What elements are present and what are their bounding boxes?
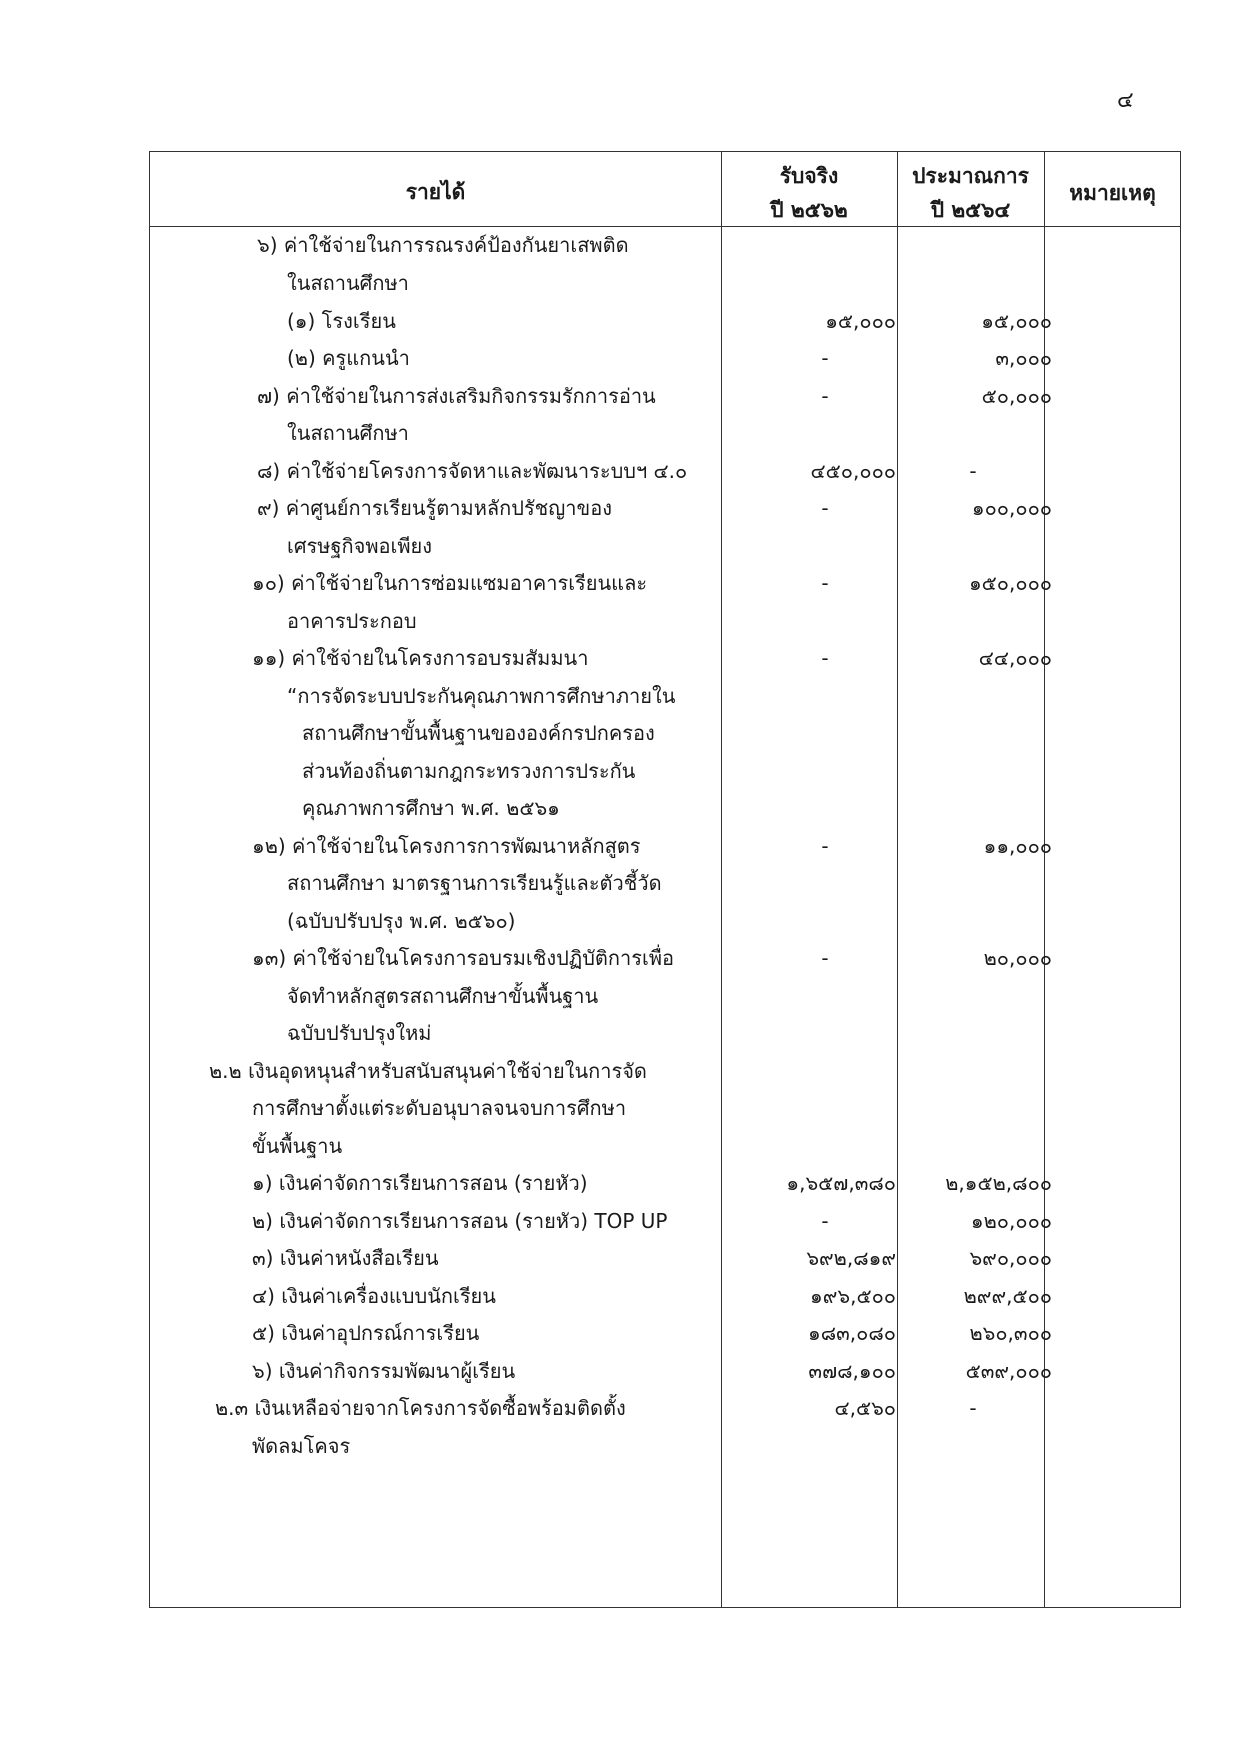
row-description: ส่วนท้องถิ่นตามกฎกระทรวงการประกัน	[302, 759, 636, 783]
row-description: ๙) ค่าศูนย์การเรียนรู้ตามหลักปรัชญาของ	[257, 496, 612, 520]
row-description: คุณภาพการศึกษา พ.ศ. ๒๕๖๑	[302, 796, 560, 820]
table-row	[150, 940, 1180, 977]
table-row	[150, 790, 1180, 827]
table-row	[150, 1428, 1180, 1465]
row-description: “การจัดระบบประกันคุณภาพการศึกษาภายใน	[287, 684, 676, 708]
header-actual-line2: ปี ๒๕๖๒	[770, 198, 848, 222]
table-row	[150, 528, 1180, 565]
row-description: ๓) เงินค่าหนังสือเรียน	[252, 1246, 439, 1270]
actual-2562-value: -	[821, 646, 829, 670]
table-row	[150, 1353, 1180, 1390]
table-row	[150, 415, 1180, 452]
row-description: ๖) เงินค่ากิจกรรมพัฒนาผู้เรียน	[252, 1359, 516, 1383]
actual-2562-value: -	[821, 571, 829, 595]
actual-2562-value: ๓๗๘,๑๐๐	[808, 1359, 896, 1383]
row-description: ๑๓) ค่าใช้จ่ายในโครงการอบรมเชิงปฏิบัติการเพื่อ	[252, 946, 675, 970]
revenue-table	[149, 151, 1181, 1608]
actual-2562-value: ๔๕๐,๐๐๐	[810, 459, 896, 483]
table-row	[150, 1165, 1180, 1202]
row-description: ๕) เงินค่าอุปกรณ์การเรียน	[252, 1321, 480, 1345]
row-description: ๘) ค่าใช้จ่ายโครงการจัดหาและพัฒนาระบบฯ ๔.๐	[257, 459, 688, 483]
estimate-2564-value: -	[969, 1396, 977, 1420]
table-row	[150, 490, 1180, 527]
estimate-2564-value: ๑๕,๐๐๐	[981, 309, 1052, 333]
table-row	[150, 1278, 1180, 1315]
actual-2562-value: -	[821, 1209, 829, 1233]
table-row	[150, 678, 1180, 715]
estimate-2564-value: ๒๐,๐๐๐	[983, 946, 1052, 970]
header-note: หมายเหตุ	[1069, 181, 1156, 205]
header-estimate-line2: ปี ๒๕๖๔	[930, 198, 1011, 222]
estimate-2564-value: ๑๐๐,๐๐๐	[971, 496, 1052, 520]
table-row	[150, 1240, 1180, 1277]
row-description: (ฉบับปรับปรุง พ.ศ. ๒๕๖๐)	[287, 909, 516, 933]
table-row	[150, 1090, 1180, 1127]
row-description: ขั้นพื้นฐาน	[252, 1134, 343, 1158]
table-row	[150, 865, 1180, 902]
estimate-2564-value: ๕๓๙,๐๐๐	[965, 1359, 1052, 1383]
row-description: ๑๑) ค่าใช้จ่ายในโครงการอบรมสัมมนา	[252, 646, 589, 670]
header-description: รายได้	[405, 180, 466, 204]
estimate-2564-value: ๑๑,๐๐๐	[983, 834, 1052, 858]
row-description: ในสถานศึกษา	[287, 271, 409, 295]
table-row	[150, 603, 1180, 640]
actual-2562-value: -	[821, 834, 829, 858]
row-description: ๒.๒ เงินอุดหนุนสำหรับสนับสนุนค่าใช้จ่ายในการจัด	[209, 1059, 647, 1083]
estimate-2564-value: ๒๖๐,๓๐๐	[969, 1321, 1052, 1345]
estimate-2564-value: ๑๕๐,๐๐๐	[968, 571, 1052, 595]
table-row	[150, 565, 1180, 602]
table-row	[150, 265, 1180, 302]
table-row	[150, 227, 1180, 264]
table-row	[150, 1053, 1180, 1090]
table-row	[150, 1203, 1180, 1240]
actual-2562-value: ๑๕,๐๐๐	[825, 309, 896, 333]
row-description: จัดทำหลักสูตรสถานศึกษาขั้นพื้นฐาน	[287, 984, 599, 1008]
row-description: ๑๒) ค่าใช้จ่ายในโครงการการพัฒนาหลักสูตร	[252, 834, 641, 858]
row-description: ๔) เงินค่าเครื่องแบบนักเรียน	[252, 1284, 496, 1308]
row-description: ๑) เงินค่าจัดการเรียนการสอน (รายหัว)	[252, 1171, 588, 1195]
estimate-2564-value: ๒๙๙,๕๐๐	[963, 1284, 1052, 1308]
actual-2562-value: -	[821, 946, 829, 970]
table-row	[150, 978, 1180, 1015]
row-description: ในสถานศึกษา	[287, 421, 409, 445]
row-description: ๗) ค่าใช้จ่ายในการส่งเสริมกิจกรรมรักการอ่าน	[257, 384, 656, 408]
table-row	[150, 340, 1180, 377]
table-row	[150, 828, 1180, 865]
row-description: ๒.๓ เงินเหลือจ่ายจากโครงการจัดซื้อพร้อมติดตั้ง	[215, 1396, 626, 1420]
actual-2562-value: ๑๙๖,๕๐๐	[810, 1284, 896, 1308]
actual-2562-value: ๔,๕๖๐	[834, 1396, 896, 1420]
estimate-2564-value: ๖๙๐,๐๐๐	[969, 1246, 1052, 1270]
row-description: (๒) ครูแกนนำ	[287, 346, 410, 370]
estimate-2564-value: ๓,๐๐๐	[995, 346, 1052, 370]
row-description: การศึกษาตั้งแต่ระดับอนุบาลจนจบการศึกษา	[252, 1096, 627, 1120]
estimate-2564-value: ๑๒๐,๐๐๐	[970, 1209, 1052, 1233]
estimate-2564-value: ๔๔,๐๐๐	[978, 646, 1052, 670]
estimate-2564-value: ๕๐,๐๐๐	[981, 384, 1052, 408]
row-description: ๖) ค่าใช้จ่ายในการรณรงค์ป้องกันยาเสพติด	[257, 233, 629, 257]
actual-2562-value: ๑๘๓,๐๘๐	[808, 1321, 896, 1345]
actual-2562-value: -	[821, 346, 829, 370]
actual-2562-value: ๖๙๒,๘๑๙	[806, 1246, 896, 1270]
row-description: ๑๐) ค่าใช้จ่ายในการซ่อมแซมอาคารเรียนและ	[252, 571, 648, 595]
estimate-2564-value: ๒,๑๕๒,๘๐๐	[945, 1171, 1052, 1195]
table-row	[150, 1390, 1180, 1427]
row-description: เศรษฐกิจพอเพียง	[287, 534, 433, 558]
actual-2562-value: -	[821, 384, 829, 408]
header-estimate-line1: ประมาณการ	[912, 164, 1029, 188]
row-description: อาคารประกอบ	[287, 609, 417, 633]
table-row	[150, 903, 1180, 940]
table-row	[150, 1315, 1180, 1352]
table-row	[150, 640, 1180, 677]
actual-2562-value: ๑,๖๕๗,๓๘๐	[786, 1171, 896, 1195]
estimate-2564-value: -	[969, 459, 977, 483]
table-row	[150, 1128, 1180, 1165]
actual-2562-value: -	[821, 496, 829, 520]
table-row	[150, 453, 1180, 490]
table-row	[150, 378, 1180, 415]
table-row	[150, 303, 1180, 340]
row-description: สถานศึกษา มาตรฐานการเรียนรู้และตัวชี้วัด	[287, 871, 662, 895]
table-row	[150, 715, 1180, 752]
header-actual-line1: รับจริง	[779, 164, 839, 188]
row-description: พัดลมโคจร	[252, 1434, 351, 1458]
table-row	[150, 1015, 1180, 1052]
row-description: ฉบับปรับปรุงใหม่	[287, 1021, 432, 1045]
row-description: สถานศึกษาขั้นพื้นฐานขององค์กรปกครอง	[302, 721, 655, 745]
page-number: ๔	[1117, 88, 1134, 113]
row-description: (๑) โรงเรียน	[287, 309, 396, 333]
table-row	[150, 753, 1180, 790]
row-description: ๒) เงินค่าจัดการเรียนการสอน (รายหัว) TOP UP	[252, 1209, 668, 1233]
